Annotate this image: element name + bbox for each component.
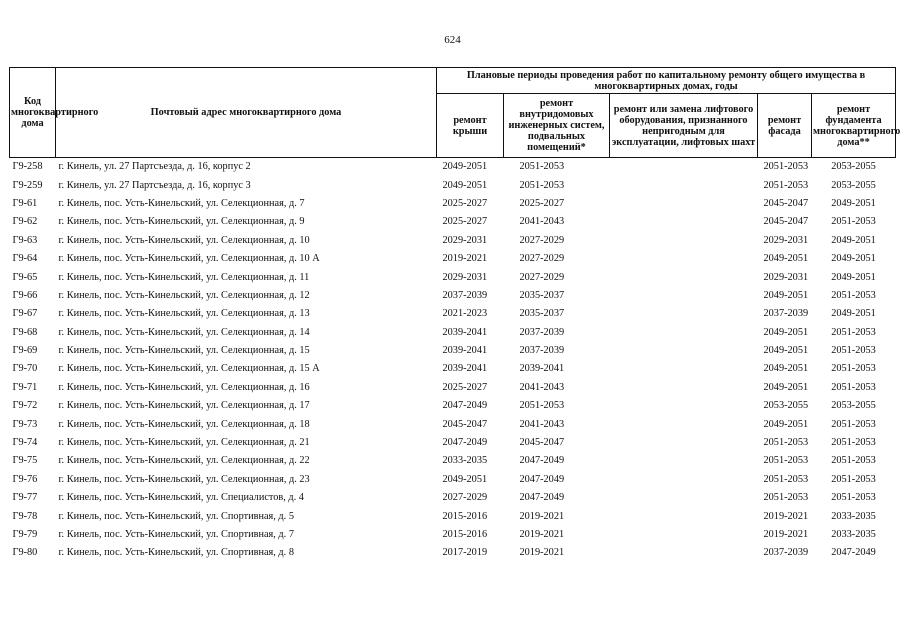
cell-roof: 2025-2027 bbox=[442, 216, 488, 228]
cell-address: г. Кинель, пос. Усть-Кинельский, ул. Селекционная, д. 15 bbox=[58, 345, 310, 357]
cell-foundation: 2049-2051 bbox=[831, 308, 876, 320]
cell-engineering: 2019-2021 bbox=[519, 547, 565, 559]
cell-roof: 2045-2047 bbox=[442, 418, 488, 430]
cell-code: Г9-75 bbox=[12, 455, 38, 467]
cell-code: Г9-68 bbox=[12, 326, 38, 338]
cell-facade: 2045-2047 bbox=[763, 197, 809, 209]
column-header-foundation: ремонт фундамента многоквартирного дома** bbox=[812, 94, 896, 158]
cell-foundation: 2051-2053 bbox=[831, 418, 876, 430]
cell-roof: 2025-2027 bbox=[442, 381, 488, 393]
column-header-elevator: ремонт или замена лифтового оборудования, признанного непригодным для эксплуатации, лифтовых шахт bbox=[610, 94, 758, 158]
cell-roof: 2029-2031 bbox=[442, 271, 488, 283]
cell-elevator bbox=[610, 489, 758, 507]
page-number: 624 bbox=[444, 34, 461, 46]
cell-roof: 2049-2051 bbox=[442, 179, 488, 191]
cell-engineering: 2047-2049 bbox=[519, 473, 565, 485]
table-row bbox=[10, 470, 896, 488]
cell-facade: 2049-2051 bbox=[763, 326, 809, 338]
cell-address: г. Кинель, пос. Усть-Кинельский, ул. Селекционная, д. 17 bbox=[58, 400, 310, 412]
cell-address: г. Кинель, пос. Усть-Кинельский, ул. Селекционная, д. 12 bbox=[58, 289, 310, 301]
cell-elevator bbox=[610, 544, 758, 562]
cell-engineering: 2045-2047 bbox=[519, 437, 565, 449]
cell-foundation: 2051-2053 bbox=[831, 345, 876, 357]
cell-roof: 2049-2051 bbox=[442, 473, 488, 485]
cell-foundation: 2053-2055 bbox=[831, 179, 876, 191]
table-row bbox=[10, 360, 896, 378]
cell-roof: 2039-2041 bbox=[442, 326, 488, 338]
cell-elevator bbox=[610, 360, 758, 378]
cell-engineering: 2027-2029 bbox=[519, 271, 565, 283]
cell-elevator bbox=[610, 397, 758, 415]
cell-code: Г9-71 bbox=[12, 381, 38, 393]
cell-engineering: 2037-2039 bbox=[519, 326, 565, 338]
cell-address: г. Кинель, пос. Усть-Кинельский, ул. Селекционная, д. 15 А bbox=[58, 363, 320, 375]
column-header-roof: ремонт крыши bbox=[437, 94, 504, 158]
table-row bbox=[10, 341, 896, 359]
cell-address: г. Кинель, пос. Усть-Кинельский, ул. Селекционная, д. 11 bbox=[58, 271, 310, 283]
cell-engineering: 2041-2043 bbox=[519, 418, 565, 430]
cell-roof: 2027-2029 bbox=[442, 492, 488, 504]
cell-facade: 2029-2031 bbox=[763, 271, 809, 283]
cell-elevator bbox=[610, 341, 758, 359]
column-header-facade: ремонт фасада bbox=[758, 94, 812, 158]
cell-address: г. Кинель, пос. Усть-Кинельский, ул. Селекционная, д. 18 bbox=[58, 418, 310, 430]
column-header-address: Почтовый адрес многоквартирного дома bbox=[56, 68, 437, 158]
cell-code: Г9-80 bbox=[12, 547, 38, 559]
cell-elevator bbox=[610, 323, 758, 341]
cell-address: г. Кинель, пос. Усть-Кинельский, ул. Специалистов, д. 4 bbox=[58, 492, 304, 504]
repair-schedule-table bbox=[9, 67, 901, 562]
table-row bbox=[10, 452, 896, 470]
cell-code: Г9-61 bbox=[12, 197, 38, 209]
table-row bbox=[10, 415, 896, 433]
cell-engineering: 2035-2037 bbox=[519, 308, 565, 320]
cell-engineering: 2047-2049 bbox=[519, 492, 565, 504]
cell-elevator bbox=[610, 286, 758, 304]
cell-elevator bbox=[610, 176, 758, 194]
cell-code: Г9-63 bbox=[12, 234, 38, 246]
cell-foundation: 2051-2053 bbox=[831, 289, 876, 301]
cell-foundation: 2049-2051 bbox=[831, 234, 876, 246]
cell-facade: 2049-2051 bbox=[763, 289, 809, 301]
cell-engineering: 2051-2053 bbox=[519, 161, 565, 173]
cell-code: Г9-70 bbox=[12, 363, 38, 375]
cell-address: г. Кинель, пос. Усть-Кинельский, ул. Селекционная, д. 23 bbox=[58, 473, 310, 485]
cell-elevator bbox=[610, 433, 758, 451]
cell-address: г. Кинель, пос. Усть-Кинельский, ул. Селекционная, д. 13 bbox=[58, 308, 310, 320]
cell-facade: 2051-2053 bbox=[763, 179, 809, 191]
table-row bbox=[10, 268, 896, 286]
cell-engineering: 2025-2027 bbox=[519, 197, 565, 209]
cell-roof: 2039-2041 bbox=[442, 363, 488, 375]
cell-roof: 2015-2016 bbox=[442, 529, 488, 540]
cell-address: г. Кинель, пос. Усть-Кинельский, ул. Селекционная, д. 10 А bbox=[58, 253, 320, 265]
table-row bbox=[10, 158, 896, 176]
cell-address: г. Кинель, пос. Усть-Кинельский, ул. Спортивная, д. 5 bbox=[58, 510, 294, 522]
cell-foundation: 2051-2053 bbox=[831, 326, 876, 338]
cell-roof: 2037-2039 bbox=[442, 289, 488, 301]
cell-facade: 2049-2051 bbox=[763, 363, 809, 375]
cell-roof: 2049-2051 bbox=[442, 161, 488, 173]
cell-code: Г9-79 bbox=[12, 529, 38, 540]
cell-facade: 2049-2051 bbox=[763, 345, 809, 357]
cell-facade: 2029-2031 bbox=[763, 234, 809, 246]
cell-facade: 2049-2051 bbox=[763, 381, 809, 393]
cell-engineering: 2041-2043 bbox=[519, 216, 565, 228]
cell-foundation: 2051-2053 bbox=[831, 437, 876, 449]
cell-code: Г9-66 bbox=[12, 289, 38, 301]
cell-facade: 2049-2051 bbox=[763, 418, 809, 430]
column-group-header-periods: Плановые периоды проведения работ по капитальному ремонту общего имущества в многоквартирных домах, годы bbox=[437, 68, 896, 94]
cell-roof: 2047-2049 bbox=[442, 437, 488, 449]
cell-elevator bbox=[610, 507, 758, 525]
cell-engineering: 2035-2037 bbox=[519, 289, 565, 301]
cell-engineering: 2019-2021 bbox=[519, 510, 565, 522]
cell-code: Г9-77 bbox=[12, 492, 38, 504]
table-row bbox=[10, 544, 896, 562]
cell-elevator bbox=[610, 470, 758, 488]
cell-address: г. Кинель, пос. Усть-Кинельский, ул. Селекционная, д. 16 bbox=[58, 381, 310, 393]
cell-foundation: 2047-2049 bbox=[831, 547, 876, 559]
cell-address: г. Кинель, пос. Усть-Кинельский, ул. Селекционная, д. 9 bbox=[58, 216, 305, 228]
cell-engineering: 2037-2039 bbox=[519, 345, 565, 357]
cell-engineering: 2041-2043 bbox=[519, 381, 565, 393]
cell-engineering: 2051-2053 bbox=[519, 179, 565, 191]
cell-elevator bbox=[610, 452, 758, 470]
cell-address: г. Кинель, пос. Усть-Кинельский, ул. Селекционная, д. 14 bbox=[58, 326, 310, 338]
cell-roof: 2033-2035 bbox=[442, 455, 488, 467]
cell-elevator bbox=[610, 231, 758, 249]
cell-roof: 2039-2041 bbox=[442, 345, 488, 357]
table-row bbox=[10, 489, 896, 507]
cell-facade: 2053-2055 bbox=[763, 400, 809, 412]
cell-address: г. Кинель, пос. Усть-Кинельский, ул. Селекционная, д. 10 bbox=[58, 234, 310, 246]
cell-engineering: 2047-2049 bbox=[519, 455, 565, 467]
cell-foundation: 2053-2055 bbox=[831, 400, 876, 412]
cell-foundation: 2053-2055 bbox=[831, 161, 876, 173]
cell-facade: 2037-2039 bbox=[763, 308, 809, 320]
cell-engineering: 2051-2053 bbox=[519, 400, 565, 412]
table-row bbox=[10, 286, 896, 304]
cell-roof: 2021-2023 bbox=[442, 308, 488, 320]
table-row bbox=[10, 378, 896, 396]
cell-code: Г9-64 bbox=[12, 253, 38, 265]
cell-address: г. Кинель, пос. Усть-Кинельский, ул. Селекционная, д. 7 bbox=[58, 197, 305, 209]
cell-elevator bbox=[610, 305, 758, 323]
cell-facade: 2049-2051 bbox=[763, 253, 809, 265]
cell-elevator bbox=[610, 268, 758, 286]
cell-foundation: 2051-2053 bbox=[831, 381, 876, 393]
cell-foundation: 2051-2053 bbox=[831, 216, 876, 228]
cell-foundation: 2033-2035 bbox=[831, 510, 876, 522]
cell-elevator bbox=[610, 378, 758, 396]
cell-address: г. Кинель, пос. Усть-Кинельский, ул. Спортивная, д. 8 bbox=[58, 547, 294, 559]
table-row bbox=[10, 525, 896, 543]
cell-facade: 2019-2021 bbox=[763, 510, 809, 522]
cell-foundation: 2049-2051 bbox=[831, 253, 876, 265]
cell-code: Г9-259 bbox=[12, 179, 43, 191]
cell-code: Г9-62 bbox=[12, 216, 38, 228]
cell-code: Г9-76 bbox=[12, 473, 38, 485]
cell-elevator bbox=[610, 158, 758, 176]
cell-code: Г9-78 bbox=[12, 510, 38, 522]
table-row bbox=[10, 213, 896, 231]
cell-roof: 2015-2016 bbox=[442, 510, 488, 522]
cell-roof: 2019-2021 bbox=[442, 253, 488, 265]
cell-roof: 2047-2049 bbox=[442, 400, 488, 412]
cell-engineering: 2039-2041 bbox=[519, 363, 565, 375]
cell-facade: 2051-2053 bbox=[763, 455, 809, 467]
column-header-engineering: ремонт внутридомовых инженерных систем, подвальных помещений* bbox=[504, 94, 610, 158]
table-row bbox=[10, 249, 896, 267]
cell-code: Г9-65 bbox=[12, 271, 38, 283]
table-row bbox=[10, 305, 896, 323]
cell-foundation: 2049-2051 bbox=[831, 197, 876, 209]
cell-foundation: 2033-2035 bbox=[831, 529, 876, 540]
table-row bbox=[10, 397, 896, 415]
cell-facade: 2045-2047 bbox=[763, 216, 809, 228]
cell-address: г. Кинель, ул. 27 Партсъезда, д. 16, корпус 2 bbox=[58, 161, 251, 173]
table-row bbox=[10, 231, 896, 249]
cell-facade: 2051-2053 bbox=[763, 161, 809, 173]
cell-foundation: 2051-2053 bbox=[831, 455, 876, 467]
table-row bbox=[10, 194, 896, 212]
cell-code: Г9-258 bbox=[12, 161, 43, 173]
table-body bbox=[10, 158, 896, 563]
cell-roof: 2017-2019 bbox=[442, 547, 488, 559]
cell-code: Г9-73 bbox=[12, 418, 38, 430]
cell-code: Г9-67 bbox=[12, 308, 38, 320]
cell-foundation: 2051-2053 bbox=[831, 473, 876, 485]
cell-roof: 2025-2027 bbox=[442, 197, 488, 209]
cell-address: г. Кинель, ул. 27 Партсъезда, д. 16, корпус 3 bbox=[58, 179, 251, 191]
cell-code: Г9-74 bbox=[12, 437, 38, 449]
cell-foundation: 2049-2051 bbox=[831, 271, 876, 283]
cell-engineering: 2027-2029 bbox=[519, 253, 565, 265]
cell-address: г. Кинель, пос. Усть-Кинельский, ул. Спортивная, д. 7 bbox=[58, 529, 294, 540]
cell-facade: 2019-2021 bbox=[763, 529, 809, 540]
cell-engineering: 2027-2029 bbox=[519, 234, 565, 246]
cell-foundation: 2051-2053 bbox=[831, 363, 876, 375]
cell-foundation: 2051-2053 bbox=[831, 492, 876, 504]
table-row bbox=[10, 433, 896, 451]
cell-elevator bbox=[610, 249, 758, 267]
cell-roof: 2029-2031 bbox=[442, 234, 488, 246]
cell-facade: 2051-2053 bbox=[763, 492, 809, 504]
cell-facade: 2037-2039 bbox=[763, 547, 809, 559]
column-header-code: Код многоквартирного дома bbox=[10, 68, 56, 158]
cell-elevator bbox=[610, 415, 758, 433]
cell-code: Г9-72 bbox=[12, 400, 38, 412]
cell-code: Г9-69 bbox=[12, 345, 38, 357]
table-row bbox=[10, 176, 896, 194]
cell-elevator bbox=[610, 194, 758, 212]
cell-engineering: 2019-2021 bbox=[519, 529, 565, 540]
cell-facade: 2051-2053 bbox=[763, 473, 809, 485]
table-row bbox=[10, 507, 896, 525]
cell-facade: 2051-2053 bbox=[763, 437, 809, 449]
cell-elevator bbox=[610, 525, 758, 543]
table-row bbox=[10, 323, 896, 341]
cell-address: г. Кинель, пос. Усть-Кинельский, ул. Селекционная, д. 21 bbox=[58, 437, 310, 449]
cell-address: г. Кинель, пос. Усть-Кинельский, ул. Селекционная, д. 22 bbox=[58, 455, 310, 467]
cell-elevator bbox=[610, 213, 758, 231]
